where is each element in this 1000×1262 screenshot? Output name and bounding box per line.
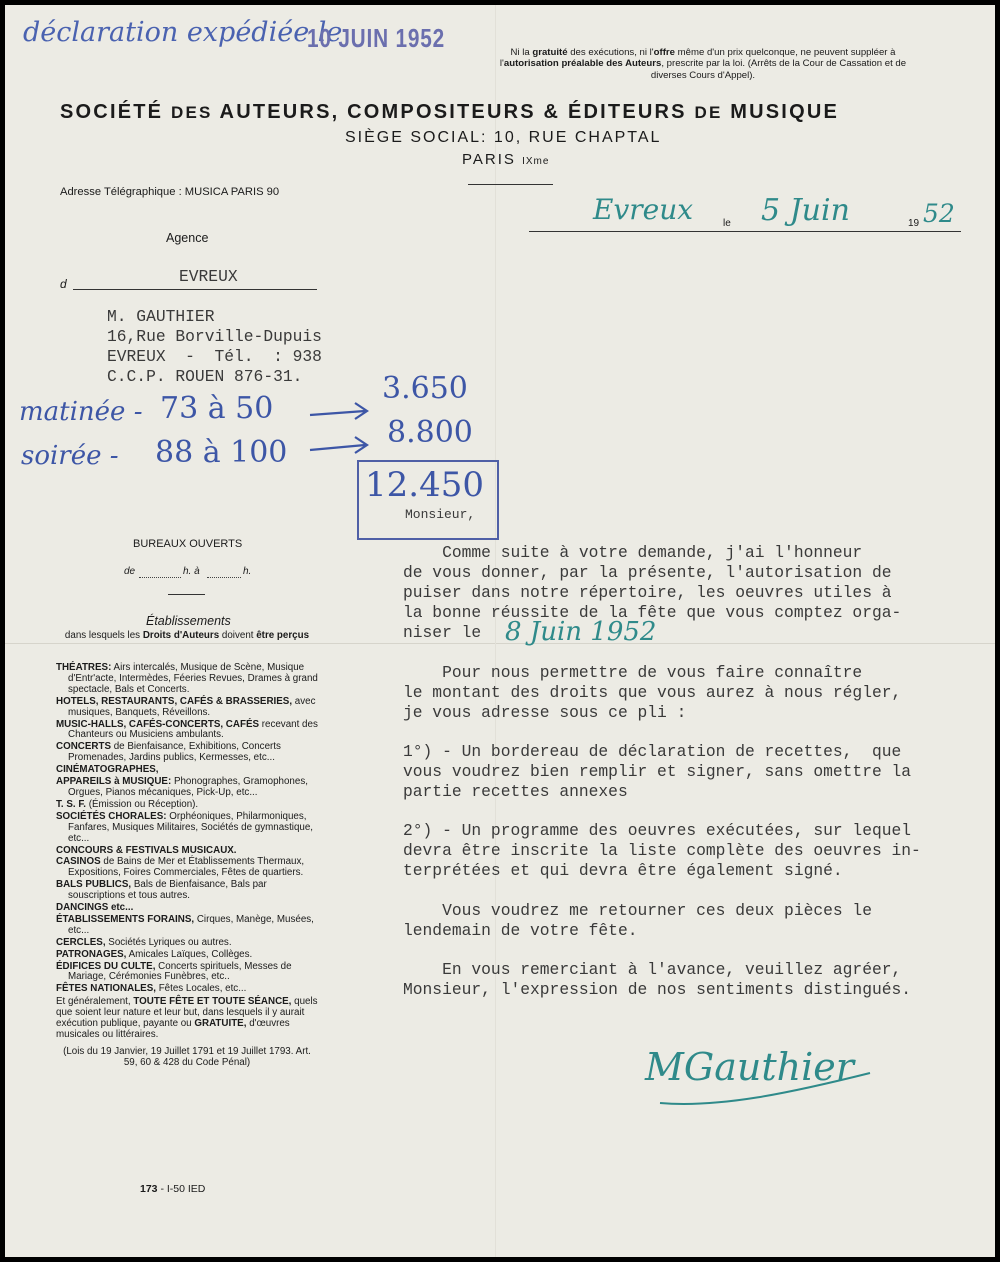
- establishment-item-text: Concerts spirituels, Messes de Mariage, Cérémonies Funèbres, etc..: [68, 960, 292, 983]
- calc-arrows: [305, 395, 385, 465]
- establishment-item-heading: APPAREILS à MUSIQUE:: [56, 776, 172, 788]
- title-word: ÉDITEURS: [567, 101, 687, 123]
- establishment-item-heading: BALS PUBLICS,: [56, 879, 132, 891]
- establishment-item-text: Sociétés Lyriques ou autres.: [108, 936, 232, 948]
- letter-paragraph-4: [403, 821, 921, 881]
- letter-line: la bonne réussite de la fête que vous comptez orga-: [403, 603, 902, 622]
- calc-matinee: 73 à 50: [160, 391, 274, 426]
- letter-line: de vous donner, par la présente, l'autorisation de: [403, 563, 892, 582]
- subtitle-bold: Droits d'Auteurs: [142, 630, 220, 641]
- city-text: PARIS: [462, 151, 516, 168]
- establishment-item: [56, 846, 318, 857]
- establishment-item-text: Amicales Laïques, Collèges.: [128, 948, 253, 960]
- title-word: COMPOSITEURS: [347, 101, 536, 123]
- legal-bold-1: gratuité: [532, 47, 568, 58]
- agency-d: d: [60, 277, 67, 291]
- subtitle-text: doivent: [221, 630, 254, 641]
- legal-text-2: des exécutions, ni l': [570, 47, 654, 58]
- establishment-item-text: Orphéoniques, Philarmoniques, Fanfares, Musiques Militaires, Sociétés de gymnastique, etc...: [68, 810, 314, 844]
- establishment-item-text: de Bienfaisance, Exhibitions, Concerts Promenades, Jardins publics, Kermesses, etc...: [68, 741, 281, 764]
- establishment-item-text: Bals de Bienfaisance, Bals par souscriptions et tous autres.: [68, 879, 267, 902]
- establishment-item-heading: PATRONAGES,: [56, 948, 127, 960]
- establishment-item-text: recevant des Chanteurs ou Musiciens ambulants.: [68, 718, 318, 741]
- form-number-text: - I-50 IED: [160, 1183, 206, 1195]
- agent-address-line: EVREUX - Tél. : 938: [107, 347, 322, 366]
- establishment-item: [56, 697, 318, 719]
- general-text: d'œuvres musicales ou littéraires.: [56, 1018, 290, 1040]
- legal-text-1: Ni la: [510, 47, 530, 58]
- letter-line: lendemain de votre fête.: [403, 921, 638, 940]
- office-hours-field: [207, 576, 241, 578]
- establishment-item-heading: CERCLES,: [56, 936, 106, 948]
- establishment-item: [56, 857, 318, 879]
- establishments-list: [56, 663, 318, 1070]
- letter-page: [5, 5, 995, 1257]
- letter-paragraph-3: [403, 742, 911, 802]
- letter-line: niser le: [403, 623, 482, 642]
- letter-line: Vous voudrez me retourner ces deux pièces le: [403, 901, 872, 920]
- establishments-title: Établissements: [146, 614, 231, 628]
- letter-line: Comme suite à votre demande, j'ai l'honneur: [403, 543, 863, 562]
- general-text: quels que soient leur nature et leur but, dans lesquels il y aurait exécution publique, payante ou: [56, 996, 318, 1030]
- telegraph-address: Adresse Télégraphique : MUSICA PARIS 90: [60, 186, 280, 198]
- general-text: Et généralement,: [56, 996, 131, 1008]
- date-year-prefix: 19: [908, 218, 920, 229]
- agent-address: [107, 307, 322, 387]
- date-line: [529, 231, 961, 232]
- legal-bold-3: autorisation préalable des Auteurs: [503, 58, 662, 70]
- establishment-item: [56, 903, 318, 914]
- subtitle-bold: être perçus: [256, 630, 310, 641]
- letter-line: terprétées et qui devra être également signé.: [403, 861, 843, 880]
- establishment-item-text: Phonographes, Gramophones, Orgues, Pianos mécaniques, Pick-Up, etc...: [68, 776, 308, 798]
- establishment-item-text: de Bains de Mer et Établissements Thermaux, Expositions, Foires Commerciales, Fêtes de quartiers.: [68, 856, 305, 879]
- letter-paragraph-6: [403, 960, 911, 1000]
- establishment-item-text: Cirques, Manège, Musées, etc...: [68, 913, 314, 936]
- establishment-item: [56, 880, 318, 902]
- title-word: MUSIQUE: [730, 101, 840, 123]
- society-title: [60, 101, 839, 124]
- head-office-address: SIÈGE SOCIAL: 10, RUE CHAPTAL: [345, 129, 662, 146]
- letter-line: Pour nous permettre de vous faire connaître: [403, 663, 863, 682]
- calc-soiree-total: 8.800: [387, 415, 473, 450]
- letter-line: 1°) - Un bordereau de déclaration de recettes, que: [403, 742, 902, 761]
- agency-line: [73, 289, 317, 290]
- office-hours-h: h.: [243, 566, 252, 577]
- head-office-city: [462, 151, 549, 168]
- establishment-item-heading: CASINOS: [56, 856, 101, 868]
- establishment-item: [56, 950, 318, 961]
- letterhead-divider: [468, 184, 553, 185]
- establishment-item: [56, 765, 318, 776]
- establishment-item: [56, 984, 318, 995]
- establishment-item-text: Fêtes Locales, etc...: [158, 983, 247, 995]
- letter-line: je vous adresse sous ce pli :: [403, 703, 687, 722]
- agent-address-line: C.C.P. ROUEN 876-31.: [107, 367, 303, 386]
- title-word: SOCIÉTÉ: [60, 101, 164, 123]
- title-word: AUTEURS,: [219, 101, 340, 123]
- establishment-item-heading: CONCERTS: [56, 741, 111, 753]
- letter-line: vous voudrez bien remplir et signer, sans omettre la: [403, 762, 912, 781]
- calc-grand-total: 12.450: [365, 465, 484, 505]
- establishment-item: [56, 663, 318, 696]
- establishments-subtitle: [56, 630, 318, 641]
- letter-line: partie recettes annexes: [403, 782, 628, 801]
- establishment-item: [56, 720, 318, 742]
- letter-paragraph-2: [403, 663, 901, 723]
- office-hours-de: de: [124, 566, 136, 577]
- establishment-item-heading: CONCOURS & FESTIVALS MUSICAUX.: [56, 844, 237, 856]
- establishment-item-heading: ÉDIFICES DU CULTE,: [56, 960, 156, 972]
- agent-address-line: 16,Rue Borville-Dupuis: [107, 327, 322, 346]
- establishment-item: [56, 742, 318, 764]
- general-bold: GRATUITE,: [194, 1018, 247, 1030]
- arrondissement: IXme: [522, 156, 550, 167]
- title-word: DES: [170, 103, 213, 122]
- date-place: Evreux: [593, 193, 694, 226]
- letter-line: En vous remerciant à l'avance, veuillez agréer,: [403, 960, 902, 979]
- legal-text-4: , prescrite par la loi. (Arrêts de la Cour de Cassation et de diverses Cours d'Appel).: [650, 58, 907, 81]
- letter-line: Monsieur, l'expression de nos sentiments distingués.: [403, 980, 912, 999]
- arrow-icon: [310, 403, 367, 419]
- handwritten-declaration-note: déclaration expédiée le: [23, 17, 343, 48]
- date-le: le: [723, 218, 731, 229]
- letter-paragraph-5: [403, 901, 872, 941]
- agency-label: Agence: [166, 231, 209, 245]
- signature-flourish: [640, 1033, 880, 1133]
- establishment-item: [56, 812, 318, 845]
- agent-address-line: M. GAUTHIER: [107, 307, 215, 326]
- festival-date: 8 Juin 1952: [505, 617, 657, 647]
- establishment-item: [56, 777, 318, 799]
- title-word: DE: [694, 103, 723, 122]
- fold-crease-horizontal: [5, 643, 995, 644]
- arrow-icon: [310, 437, 367, 453]
- establishment-item-heading: THÉATRES:: [56, 662, 112, 673]
- letter-line: le montant des droits que vous aurez à nous régler,: [403, 683, 902, 702]
- establishment-item-heading: T. S. F.: [56, 798, 86, 810]
- establishment-item: [56, 938, 318, 949]
- form-number-bold: 173: [140, 1183, 158, 1195]
- calc-matinee-label: matinée -: [19, 397, 143, 427]
- law-reference: (Lois du 19 Janvier, 19 Juillet 1791 et 19 Juillet 1793. Art. 59, 60 & 428 du Code Pénal): [63, 1045, 311, 1068]
- date-year: 52: [923, 199, 955, 228]
- establishment-item-text: avec musiques, Banquets, Réveillons.: [68, 695, 316, 718]
- letter-line: 2°) - Un programme des oeuvres exécutées, sur lequel: [403, 821, 912, 840]
- establishment-item-heading: MUSIC-HALLS, CAFÉS-CONCERTS, CAFÉS: [56, 718, 260, 730]
- date-day: 5 Juin: [761, 193, 850, 228]
- establishment-item: [56, 800, 318, 811]
- flourish-stroke: [660, 1073, 870, 1104]
- establishment-item-text: (Émission ou Réception).: [88, 798, 199, 810]
- office-hours-label: BUREAUX OUVERTS: [133, 538, 243, 550]
- legal-notice: [488, 47, 918, 81]
- establishment-item-heading: HOTELS, RESTAURANTS, CAFÉS & BRASSERIES,: [56, 695, 293, 707]
- form-number: [140, 1183, 205, 1195]
- subtitle-text: dans lesquels les: [64, 630, 141, 641]
- office-hours-field: [139, 576, 181, 578]
- establishment-item-text: Airs intercalés, Musique de Scène, Musique d'Entr'acte, Intermèdes, Féeries Revues, Drames à grand spectacle, Bals et Concerts.: [68, 662, 318, 695]
- signature: MGauthier: [645, 1045, 854, 1089]
- establishment-item-heading: DANCINGS etc...: [56, 902, 134, 914]
- establishments-general: [56, 997, 318, 1041]
- office-hours-a: h. à: [183, 566, 200, 577]
- legal-text-3: même d'un prix quelconque, ne peuvent suppléer à l': [499, 47, 896, 70]
- agency-name: EVREUX: [179, 267, 238, 286]
- establishment-item: [56, 915, 318, 937]
- establishment-item-heading: SOCIÉTÉS CHORALES:: [56, 810, 167, 822]
- legal-bold-2: offre: [653, 47, 675, 58]
- title-word: &: [543, 101, 561, 123]
- salutation: Monsieur,: [405, 507, 476, 522]
- letter-line: devra être inscrite la liste complète des oeuvres in-: [403, 841, 921, 860]
- general-bold: TOUTE FÊTE ET TOUTE SÉANCE,: [133, 996, 292, 1008]
- calc-soiree: 88 à 100: [155, 435, 288, 470]
- establishment-item-heading: FÊTES NATIONALES,: [56, 983, 156, 995]
- calc-matinee-total: 3.650: [382, 371, 468, 406]
- office-hours-divider: [168, 594, 205, 595]
- establishment-item-heading: ÉTABLISSEMENTS FORAINS,: [56, 913, 195, 925]
- establishment-item: [56, 962, 318, 984]
- establishment-item-heading: CINÉMATOGRAPHES,: [56, 764, 159, 776]
- calc-soiree-label: soirée -: [21, 441, 119, 471]
- stamp-date: 10 JUIN 1952: [307, 23, 445, 53]
- letter-line: puiser dans notre répertoire, les oeuvres utiles à: [403, 583, 892, 602]
